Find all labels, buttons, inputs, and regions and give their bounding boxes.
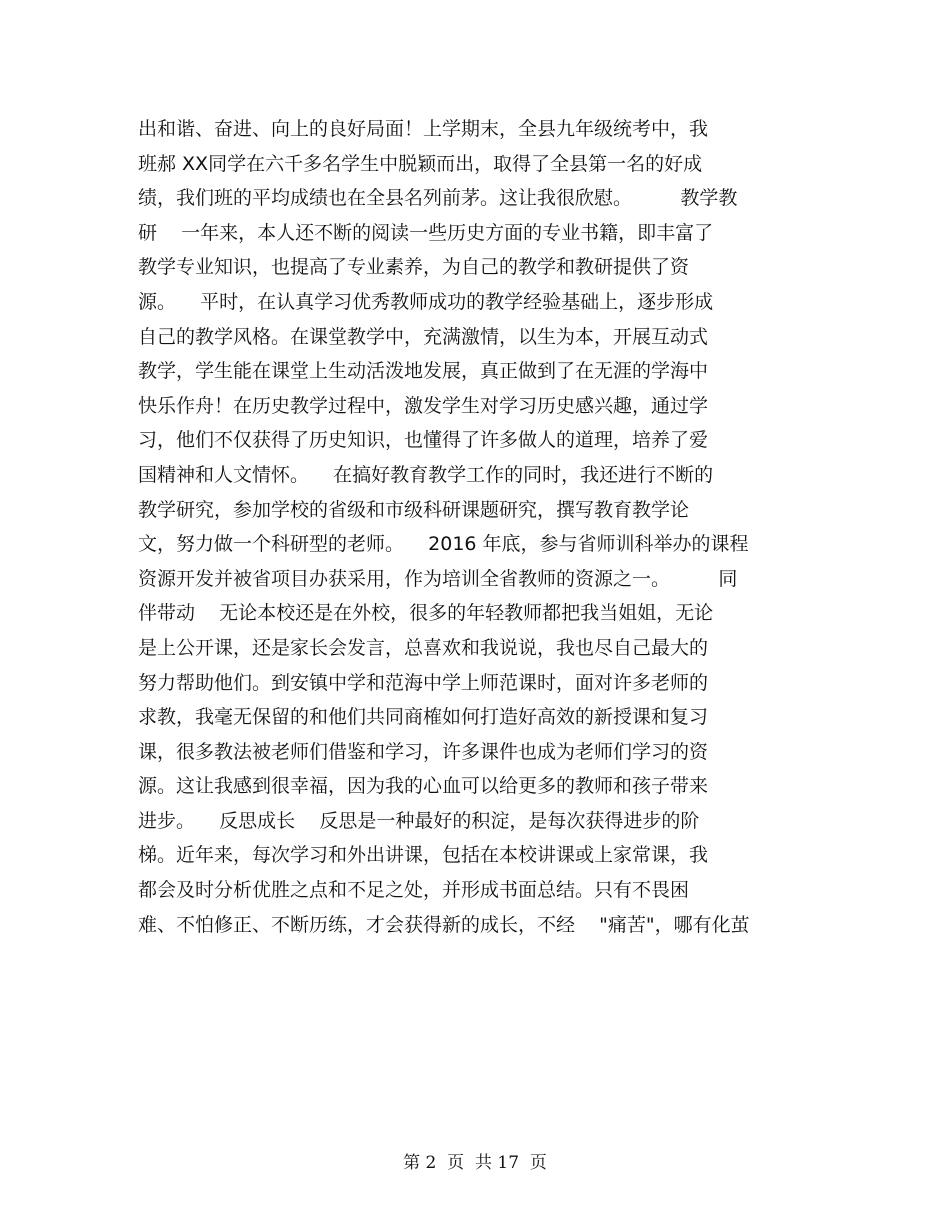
text-line: 文，努力做一个科研型的老师。 2016 年底，参与省师训科举办的课程 <box>138 533 749 556</box>
text-line: 努力帮助他们。到安镇中学和范海中学上师范课时，面对许多老师的 <box>138 671 709 694</box>
text-line: 课，很多教法被老师们借鉴和学习，许多课件也成为老师们学习的资 <box>138 740 709 763</box>
text-line: 绩，我们班的平均成绩也在全县名列前茅。这让我很欣慰。 教学教 <box>138 187 738 210</box>
body-text <box>138 112 818 942</box>
text-line: 资源开发并被省项目办获采用，作为培训全省教师的资源之一。 同 <box>138 567 738 590</box>
text-line: 伴带动 无论本校还是在外校，很多的年轻教师都把我当姐姐，无论 <box>138 602 714 625</box>
text-line: 教学专业知识，也提高了专业素养，为自己的教学和教研提供了资 <box>138 256 690 279</box>
text-line: 快乐作舟！在历史教学过程中，激发学生对学习历史感兴趣，通过学 <box>138 394 709 417</box>
text-line: 求教，我毫无保留的和他们共同商榷如何打造好高效的新授课和复习 <box>138 706 709 729</box>
text-line: 教学研究，参加学校的省级和市级科研课题研究，撰写教育教学论 <box>138 498 690 521</box>
text-line: 班郝 XX同学在六千多名学生中脱颖而出，取得了全县第一名的好成 <box>138 152 703 175</box>
text-line: 难、不怕修正、不断历练，才会获得新的成长，不经 "痛苦"，哪有化茧 <box>138 913 750 936</box>
text-line: 教学，学生能在课堂上生动活泼地发展，真正做到了在无涯的学海中 <box>138 360 709 383</box>
text-line: 都会及时分析优胜之点和不足之处，并形成书面总结。只有不畏困 <box>138 879 690 902</box>
text-line: 出和谐、奋进、向上的良好局面！上学期末，全县九年级统考中，我 <box>138 118 709 140</box>
text-line: 源。 平时，在认真学习优秀教师成功的教学经验基础上，逐步形成 <box>138 290 714 313</box>
text-line: 进步。 反思成长 反思是一种最好的积淀，是每次获得进步的阶 <box>138 809 700 832</box>
text-line: 是上公开课，还是家长会发言，总喜欢和我说说，我也尽自己最大的 <box>138 636 709 659</box>
text-line: 习，他们不仅获得了历史知识，也懂得了许多做人的道理，培养了爱 <box>138 429 709 452</box>
text-line: 国精神和人文情怀。 在搞好教育教学工作的同时，我还进行不断的 <box>138 463 714 486</box>
text-line: 研 一年来，本人还不断的阅读一些历史方面的专业书籍，即丰富了 <box>138 221 714 244</box>
text-line: 源。这让我感到很幸福，因为我的心血可以给更多的教师和孩子带来 <box>138 775 709 798</box>
text-line: 梯。近年来，每次学习和外出讲课，包括在本校讲课或上家常课，我 <box>138 844 709 867</box>
text-line: 自己的教学风格。在课堂教学中，充满激情，以生为本，开展互动式 <box>138 325 709 348</box>
page-number-footer: 第 2 页 共 17 页 <box>403 1153 547 1173</box>
